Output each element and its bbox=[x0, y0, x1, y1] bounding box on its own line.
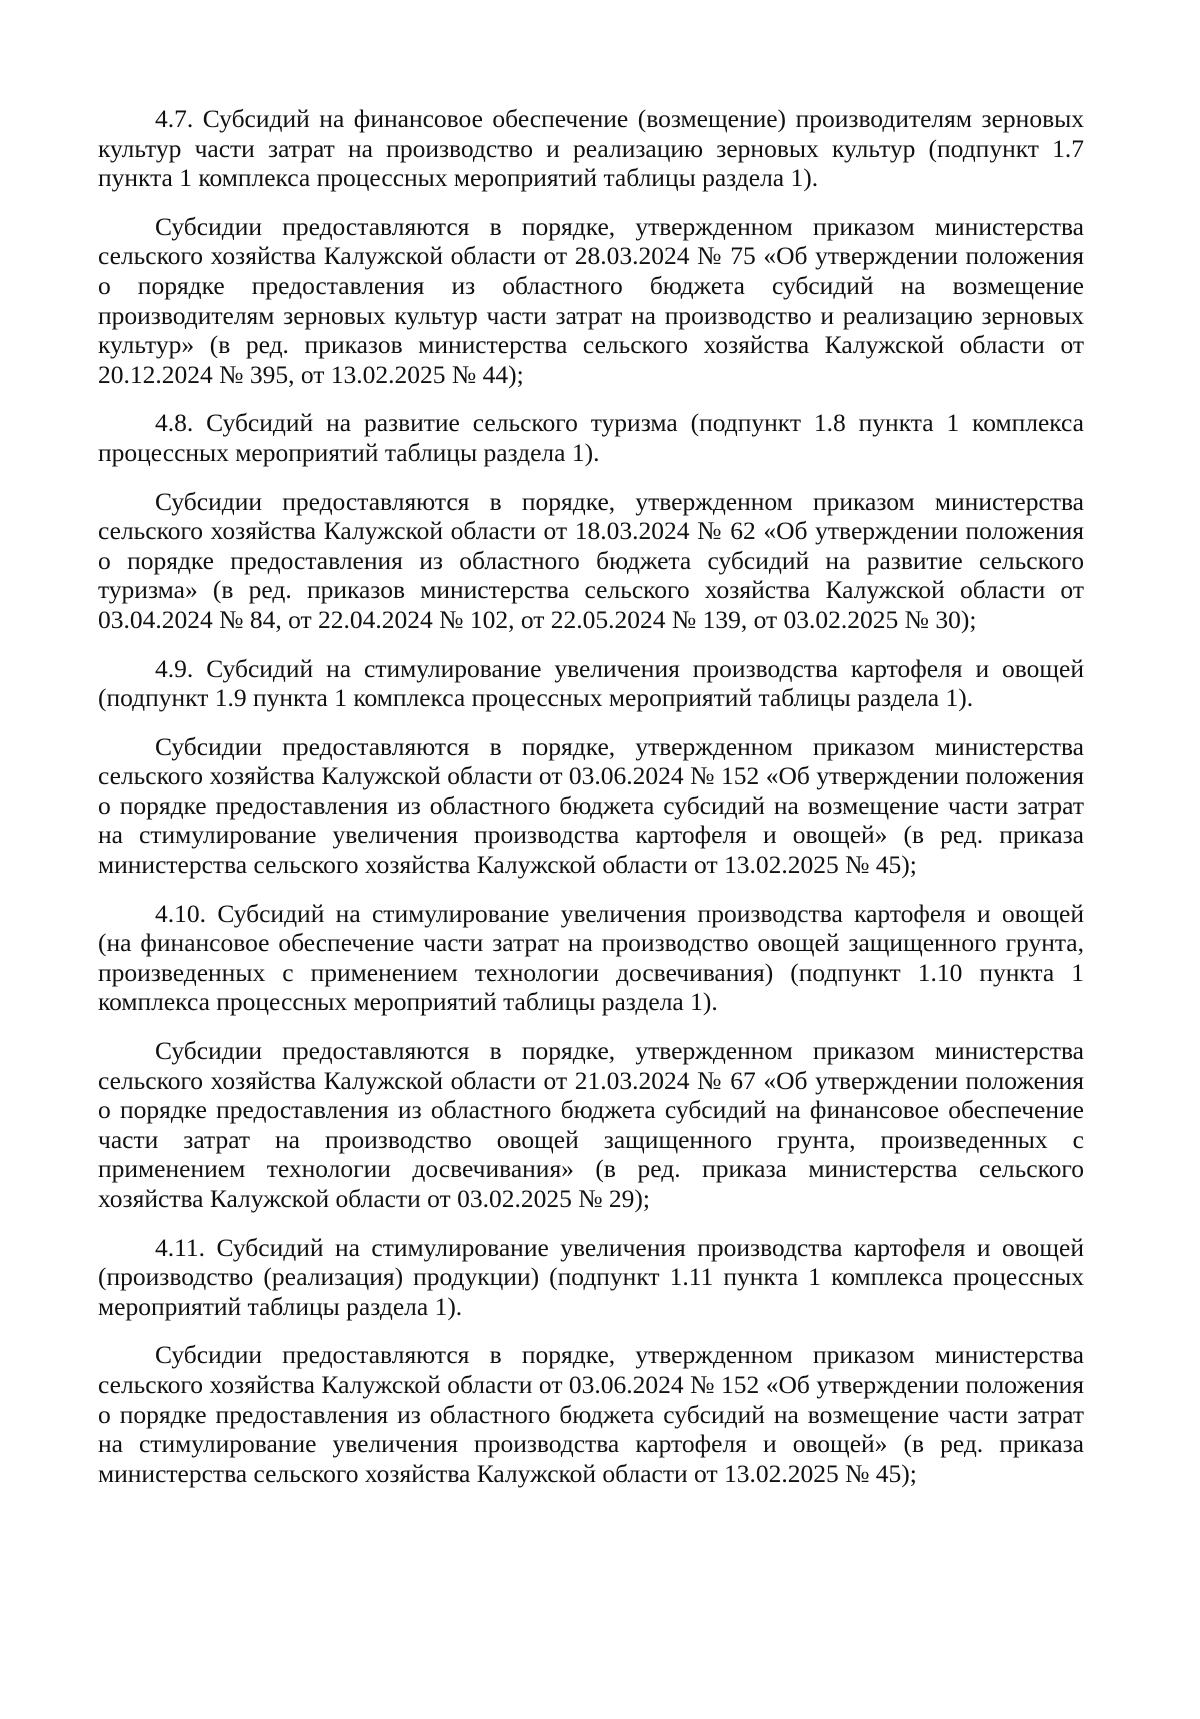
paragraph-4-8-heading: 4.8. Субсидий на развитие сельского туризма (подпункт 1.8 пункта 1 комплекса процессных мероприятий таблицы раздела 1). bbox=[98, 408, 1084, 467]
paragraph-4-10-body: Субсидии предоставляются в порядке, утвержденном приказом министерства сельского хозяйства Калужской области от 21.03.2024 № 67 «Об утверждении положения о порядке предоставления из областного бюджета субсидий на финансовое обеспечение части затрат на производство овощей защищенного грунта, произведенных с применением технологии досвечивания» (в ред. приказа министерства сельского хозяйства Калужской области от 03.02.2025 № 29); bbox=[98, 1036, 1084, 1213]
paragraph-4-8-body: Субсидии предоставляются в порядке, утвержденном приказом министерства сельского хозяйства Калужской области от 18.03.2024 № 62 «Об утверждении положения о порядке предоставления из областного бюджета субсидий на развитие сельского туризма» (в ред. приказов министерства сельского хозяйства Калужской области от 03.04.2024 № 84, от 22.04.2024 № 102, от 22.05.2024 № 139, от 03.02.2025 № 30); bbox=[98, 486, 1084, 634]
paragraph-4-10-heading: 4.10. Субсидий на стимулирование увеличения производства картофеля и овощей (на финансовое обеспечение части затрат на производство овощей защищенного грунта, произведенных с применением технологии досвечивания) (подпункт 1.10 пункта 1 комплекса процессных мероприятий таблицы раздела 1). bbox=[98, 898, 1084, 1017]
paragraph-4-9-body: Субсидии предоставляются в порядке, утвержденном приказом министерства сельского хозяйства Калужской области от 03.06.2024 № 152 «Об утверждении положения о порядке предоставления из областного бюджета субсидий на возмещение части затрат на стимулирование увеличения производства картофеля и овощей» (в ред. приказа министерства сельского хозяйства Калужской области от 13.02.2025 № 45); bbox=[98, 731, 1084, 880]
document-page bbox=[98, 104, 1084, 1507]
paragraph-4-7-body: Субсидии предоставляются в порядке, утвержденном приказом министерства сельского хозяйства Калужской области от 28.03.2024 № 75 «Об утверждении положения о порядке предоставления из областного бюджета субсидий на возмещение производителям зерновых культур части затрат на производство и реализацию зерновых культур» (в ред. приказов министерства сельского хозяйства Калужской области от 20.12.2024 № 395, от 13.02.2025 № 44); bbox=[98, 211, 1084, 389]
paragraph-4-11-body: Субсидии предоставляются в порядке, утвержденном приказом министерства сельского хозяйства Калужской области от 03.06.2024 № 152 «Об утверждении положения о порядке предоставления из областного бюджета субсидий на возмещение части затрат на стимулирование увеличения производства картофеля и овощей» (в ред. приказа министерства сельского хозяйства Калужской области от 13.02.2025 № 45); bbox=[98, 1340, 1084, 1488]
paragraph-4-9-heading: 4.9. Субсидий на стимулирование увеличения производства картофеля и овощей (подпункт 1.9 пункта 1 комплекса процессных мероприятий таблицы раздела 1). bbox=[98, 653, 1084, 713]
paragraph-4-7-heading: 4.7. Субсидий на финансовое обеспечение (возмещение) производителям зерновых культур части затрат на производство и реализацию зерновых культур (подпункт 1.7 пункта 1 комплекса процессных мероприятий таблицы раздела 1). bbox=[98, 104, 1084, 193]
paragraph-4-11-heading: 4.11. Субсидий на стимулирование увеличения производства картофеля и овощей (производство (реализация) продукции) (подпункт 1.11 пункта 1 комплекса процессных мероприятий таблицы раздела 1). bbox=[98, 1232, 1084, 1321]
